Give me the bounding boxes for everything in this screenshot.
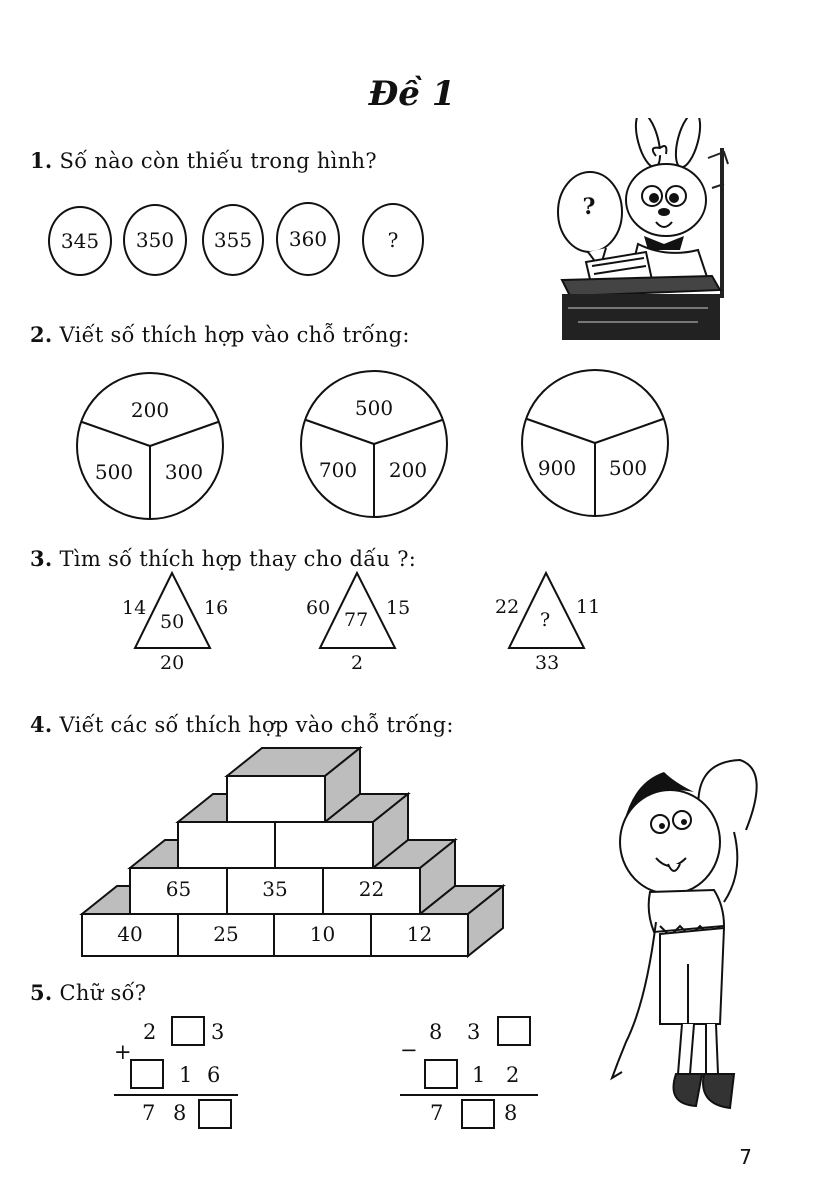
triangle-1-bottom: 20 [160, 652, 185, 674]
brick-row2-3-value: 22 [358, 877, 385, 901]
triangle-3-bottom: 33 [535, 652, 560, 674]
triangle-3-center[interactable]: ? [540, 609, 551, 631]
circle-2-left: 700 [318, 458, 358, 482]
circle-1-top: 200 [130, 398, 170, 422]
circle-1-left: 500 [94, 460, 134, 484]
brick-top[interactable] [227, 776, 325, 822]
add-r2-box[interactable] [130, 1059, 164, 1089]
question-5-number: 5. [30, 980, 53, 1005]
add-r1-box[interactable] [171, 1016, 205, 1046]
sub-r1-digit-b: 3 [467, 1020, 481, 1044]
sub-r3-digit-c: 8 [504, 1101, 518, 1125]
question-5-text: Chữ số? [59, 981, 147, 1005]
boy-pointing-illustration [610, 752, 770, 1132]
question-5 [30, 980, 146, 1005]
sub-r3-digit-a: 7 [430, 1101, 444, 1125]
add-r2-digit-b: 1 [179, 1063, 193, 1087]
sub-operator: − [400, 1038, 418, 1062]
sub-r1-digit-a: 8 [429, 1020, 443, 1044]
triangle-2-bottom: 2 [351, 652, 364, 674]
sub-r3-box[interactable] [461, 1099, 495, 1129]
sub-difference-line [400, 1094, 538, 1096]
question-2-text: Viết số thích hợp vào chỗ trống: [59, 323, 410, 347]
circle-1-right: 300 [164, 460, 204, 484]
add-r3-box[interactable] [198, 1099, 232, 1129]
triangle-2-center: 77 [344, 609, 369, 631]
question-4-text: Viết các số thích hợp vào chỗ trống: [59, 713, 454, 737]
brick-row3-1[interactable] [178, 822, 275, 868]
oval-3: 355 [202, 204, 264, 276]
sub-r2-digit-c: 2 [506, 1063, 520, 1087]
oval-5[interactable]: ? [362, 203, 424, 277]
question-2-number: 2. [30, 322, 53, 347]
add-r1-digit-a: 2 [143, 1020, 157, 1044]
question-4-number: 4. [30, 712, 53, 737]
sub-r2-box[interactable] [424, 1059, 458, 1089]
triangle-1-left: 14 [122, 597, 147, 619]
add-sum-line [114, 1094, 238, 1096]
oval-2: 350 [123, 204, 187, 276]
brick-row1-4-value: 12 [406, 922, 433, 946]
triangle-3-left: 22 [495, 596, 520, 618]
oval-4: 360 [276, 202, 340, 276]
triangle-1-center: 50 [160, 611, 185, 633]
add-r3-digit-b: 8 [173, 1101, 187, 1125]
triangle-3-right: 11 [576, 596, 601, 618]
add-r3-digit-a: 7 [142, 1101, 156, 1125]
brick-row3-2[interactable] [275, 822, 373, 868]
brick-row1-3-value: 10 [309, 922, 336, 946]
add-operator: + [114, 1040, 132, 1064]
add-r1-digit-c: 3 [211, 1020, 225, 1044]
brick-row1-1-value: 40 [117, 922, 143, 946]
circle-2-top: 500 [354, 396, 394, 420]
circle-3-left: 900 [537, 456, 577, 480]
brick-row1-2-value: 25 [213, 922, 239, 946]
sub-r2-digit-b: 1 [472, 1063, 486, 1087]
question-bubble-text: ? [582, 194, 596, 220]
page-title: Đề 1 [368, 74, 456, 114]
question-1-text: Số nào còn thiếu trong hình? [59, 149, 377, 173]
triangle-1-right: 16 [204, 597, 229, 619]
sub-r1-box[interactable] [497, 1016, 531, 1046]
circle-3-right: 500 [608, 456, 648, 480]
triangle-2-left: 60 [306, 597, 331, 619]
brick-row2-2-value: 35 [262, 877, 288, 901]
triangle-2-right: 15 [386, 597, 411, 619]
page-number: 7 [739, 1145, 752, 1169]
question-1-number: 1. [30, 148, 53, 173]
oval-1: 345 [48, 206, 112, 276]
circle-2-right: 200 [388, 458, 428, 482]
brick-row2-1-value: 65 [165, 877, 192, 901]
question-3-text: Tìm số thích hợp thay cho dấu ?: [59, 547, 417, 571]
add-r2-digit-c: 6 [207, 1063, 221, 1087]
question-3-number: 3. [30, 546, 53, 571]
